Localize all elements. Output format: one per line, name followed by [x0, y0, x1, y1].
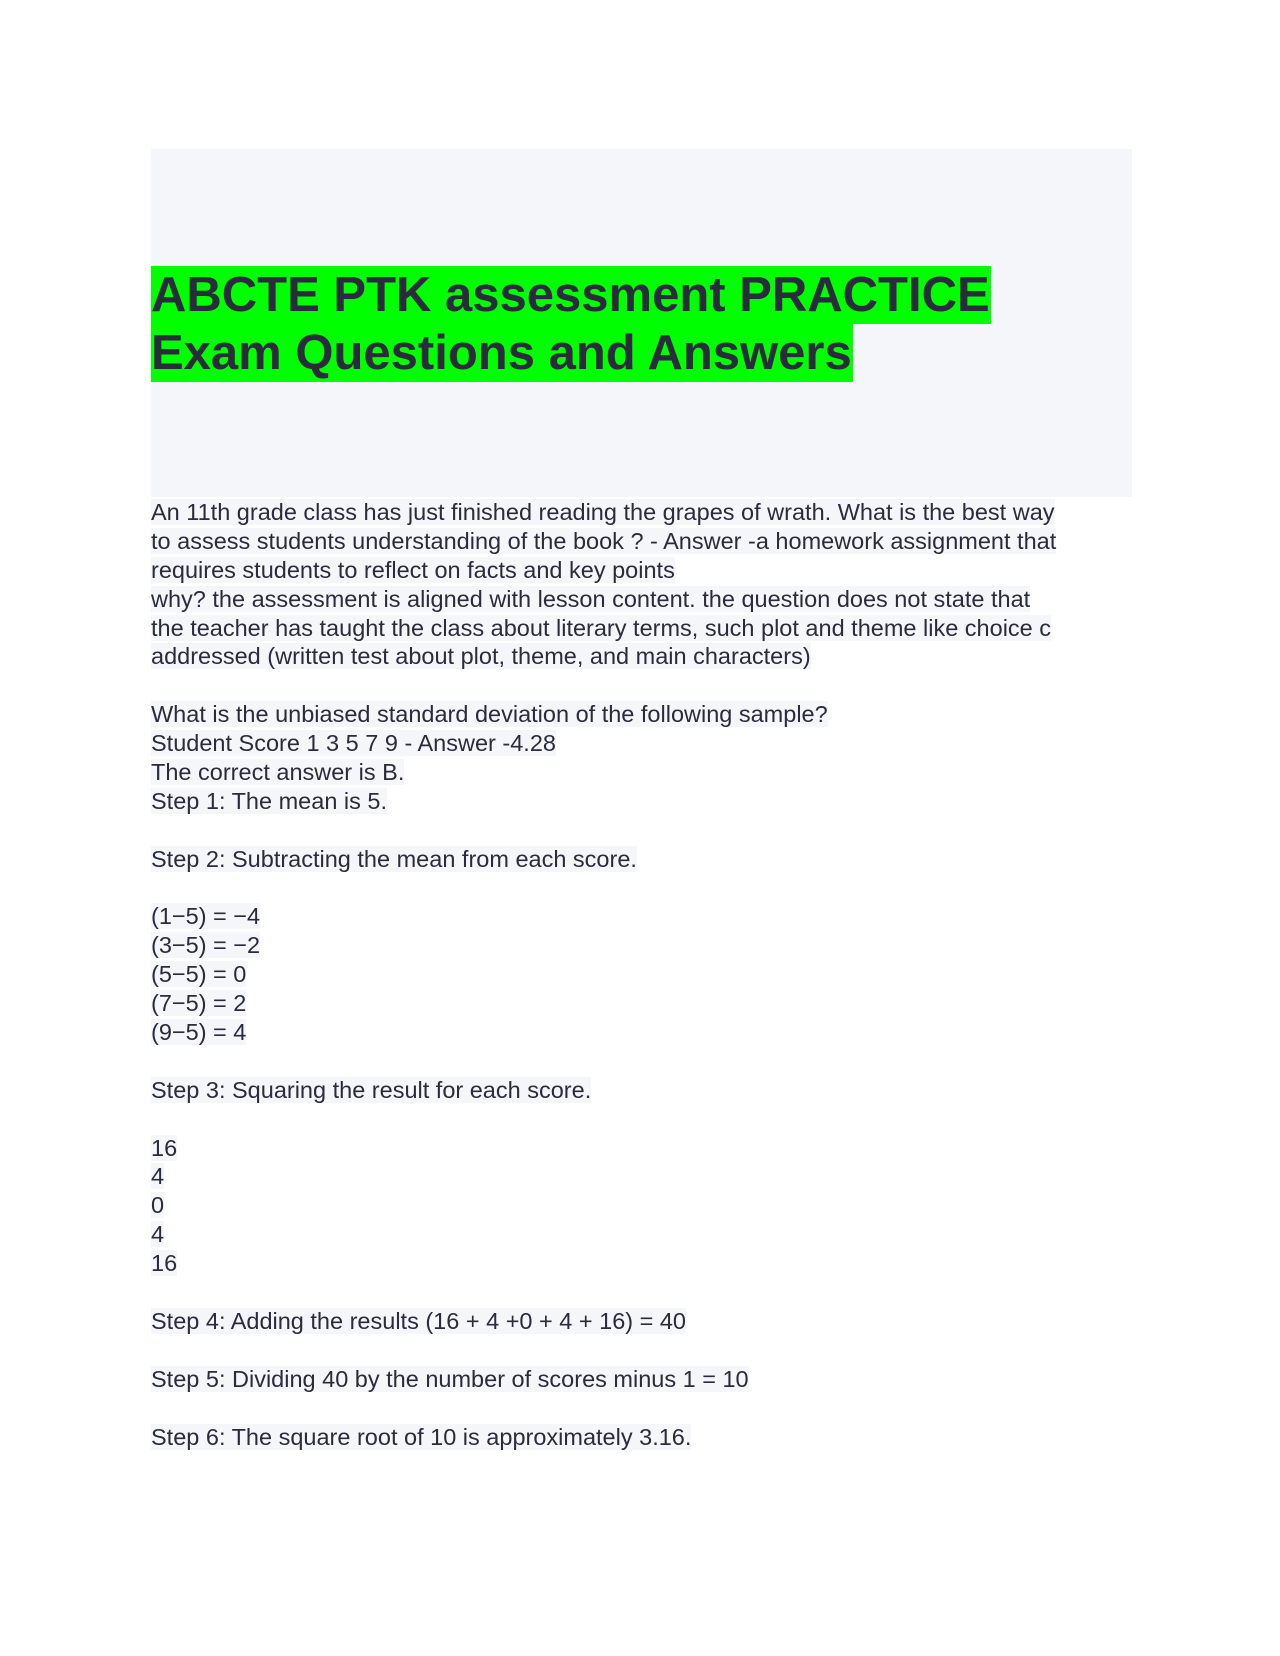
text-line-content: 16	[151, 1250, 178, 1277]
text-line-content: (1−5) = −4	[151, 903, 261, 930]
text-line-content: Step 1: The mean is 5.	[151, 787, 388, 814]
document-title	[151, 266, 991, 382]
text-line-content: 16	[151, 1134, 178, 1161]
text-line-content: addressed (written test about plot, theme, and main characters)	[151, 643, 811, 670]
text-line	[151, 1423, 1141, 1452]
text-line-content: (7−5) = 2	[151, 990, 247, 1017]
text-line	[151, 1134, 1141, 1163]
text-line	[151, 1018, 1141, 1047]
text-line-content: Step 4: Adding the results (16 + 4 +0 + 4 + 16) = 40	[151, 1307, 687, 1334]
text-line	[151, 1249, 1141, 1278]
text-line	[151, 1076, 1141, 1105]
text-line	[151, 902, 1141, 931]
text-line-content: (3−5) = −2	[151, 932, 261, 959]
title-line-2: Exam Questions and Answers	[151, 326, 852, 380]
text-line	[151, 845, 1141, 874]
text-line-content: Student Score 1 3 5 7 9 - Answer -4.28	[151, 730, 556, 757]
text-line	[151, 527, 1141, 556]
text-line	[151, 1336, 1141, 1365]
text-line-content: Step 6: The square root of 10 is approximately 3.16.	[151, 1423, 692, 1450]
text-line-content: 4	[151, 1221, 165, 1248]
text-line-content: Step 3: Squaring the result for each score.	[151, 1076, 592, 1103]
text-line	[151, 642, 1141, 671]
text-line	[151, 874, 1141, 903]
text-line	[151, 614, 1141, 643]
text-line	[151, 1278, 1141, 1307]
text-line	[151, 729, 1141, 758]
document-body	[151, 498, 1141, 1451]
text-line-content: the teacher has taught the class about literary terms, such plot and theme like choice c	[151, 614, 1052, 641]
text-line	[151, 960, 1141, 989]
text-line-content: why? the assessment is aligned with lesson content. the question does not state that	[151, 585, 1031, 612]
text-line-content: (9−5) = 4	[151, 1019, 247, 1046]
text-line-content: Step 2: Subtracting the mean from each score.	[151, 845, 637, 872]
text-line-content: requires students to reflect on facts and key points	[151, 556, 675, 583]
text-line	[151, 1394, 1141, 1423]
text-line-content: What is the unbiased standard deviation of the following sample?	[151, 701, 828, 728]
text-line	[151, 1047, 1141, 1076]
text-line-content: (5−5) = 0	[151, 961, 247, 988]
text-line	[151, 1105, 1141, 1134]
text-line	[151, 1307, 1141, 1336]
text-line	[151, 498, 1141, 527]
text-line	[151, 1191, 1141, 1220]
text-line	[151, 1162, 1141, 1191]
text-line	[151, 931, 1141, 960]
text-line	[151, 556, 1141, 585]
text-line	[151, 787, 1141, 816]
text-line	[151, 700, 1141, 729]
text-line	[151, 671, 1141, 700]
title-line-1: ABCTE PTK assessment PRACTICE	[151, 268, 990, 322]
text-line-content: An 11th grade class has just finished reading the grapes of wrath. What is the best way	[151, 499, 1055, 525]
text-line	[151, 585, 1141, 614]
text-line-content: 0	[151, 1192, 165, 1219]
text-line	[151, 758, 1141, 787]
text-line-content: Step 5: Dividing 40 by the number of scores minus 1 = 10	[151, 1365, 749, 1392]
text-line-content: to assess students understanding of the book ? - Answer -a homework assignment that	[151, 527, 1057, 554]
text-line	[151, 989, 1141, 1018]
text-line	[151, 1220, 1141, 1249]
text-line-content: The correct answer is B.	[151, 759, 405, 786]
text-line-content: 4	[151, 1163, 165, 1190]
text-line	[151, 1365, 1141, 1394]
text-line	[151, 816, 1141, 845]
